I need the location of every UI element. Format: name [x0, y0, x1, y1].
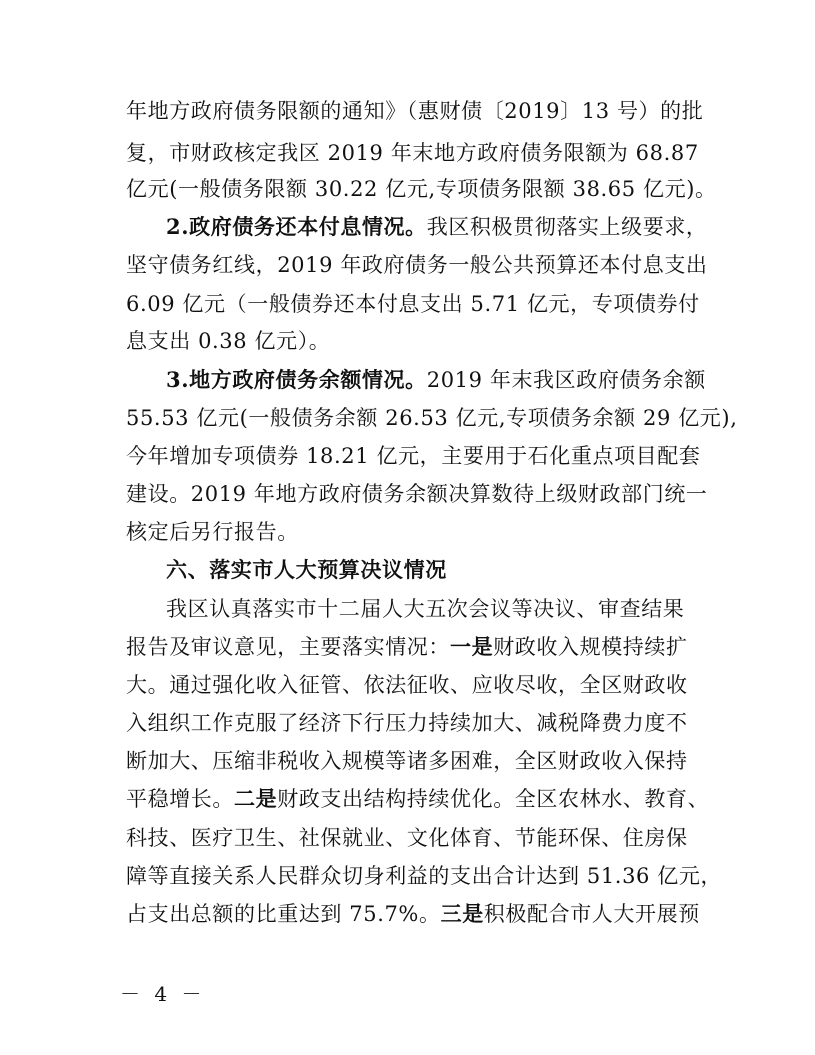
- subsection-heading: 2.政府债务还本付息情况。: [166, 214, 427, 239]
- paragraph-line: 今年增加专项债券 18.21 亿元，主要用于石化重点项目配套: [126, 444, 701, 468]
- paragraph-text: 积极配合市人大开展预: [483, 902, 700, 926]
- paragraph-text: 2019 年末我区政府债务余额: [426, 368, 706, 392]
- paragraph-line: 复，市财政核定我区 2019 年末地方政府债务限额为 68.87: [126, 141, 699, 165]
- paragraph-line: [166, 208, 706, 246]
- paragraph-line: 我区认真落实市十二届人大五次会议等决议、审查结果: [166, 597, 685, 621]
- paragraph-line: 息支出 0.38 亿元）。: [126, 329, 331, 353]
- paragraph-line: 6.09 亿元（一般债券还本付息支出 5.71 亿元，专项债券付: [126, 292, 700, 316]
- page-number: － 4 －: [120, 982, 206, 1006]
- paragraph-line: [166, 361, 706, 399]
- paragraph-text: 财政收入规模持续扩: [493, 635, 688, 659]
- paragraph-line: 大。通过强化收入征管、依法征收、应收尽收，全区财政收: [126, 673, 688, 697]
- emphasis-text: 一是: [450, 634, 494, 659]
- paragraph-text: 我区积极贯彻落实上级要求，: [426, 215, 708, 239]
- section-heading: 六、落实市人大预算决议情况: [166, 557, 447, 582]
- paragraph-line: 核定后另行报告。: [126, 520, 299, 544]
- paragraph-line: [126, 780, 710, 818]
- paragraph-text: 报告及审议意见，主要落实情况：: [126, 635, 450, 659]
- paragraph-line: 断加大、压缩非税收入规模等诸多困难，全区财政收入保持: [126, 749, 688, 773]
- paragraph-line: 入组织工作克服了经济下行压力持续加大、减税降费力度不: [126, 711, 688, 735]
- paragraph-line: 亿元(一般债务限额 30.22 亿元,专项债务限额 38.65 亿元)。: [126, 177, 717, 201]
- paragraph-line: 坚守债务红线，2019 年政府债务一般公共预算还本付息支出: [126, 253, 708, 277]
- paragraph-line: 障等直接关系人民群众切身利益的支出合计达到 51.36 亿元，: [126, 864, 723, 888]
- paragraph-line: [126, 628, 706, 666]
- paragraph-text: 占支出总额的比重达到 75.7%。: [126, 902, 441, 926]
- paragraph-text: 平稳增长。: [126, 787, 234, 811]
- paragraph-text: 财政支出结构持续优化。全区农林水、教育、: [277, 787, 710, 811]
- subsection-heading: 3.地方政府债务余额情况。: [166, 367, 427, 392]
- paragraph-line: 科技、医疗卫生、社保就业、文化体育、节能环保、住房保: [126, 826, 688, 850]
- emphasis-text: 三是: [440, 901, 484, 926]
- paragraph-line: 年地方政府债务限额的通知》（惠财债〔2019〕13 号）的批: [126, 99, 704, 123]
- paragraph-line: 建设。2019 年地方政府债务余额决算数待上级财政部门统一: [126, 482, 708, 506]
- paragraph-line: 55.53 亿元(一般债务余额 26.53 亿元,专项债务余额 29 亿元),: [126, 406, 738, 430]
- emphasis-text: 二是: [234, 786, 278, 811]
- paragraph-line: [126, 895, 706, 933]
